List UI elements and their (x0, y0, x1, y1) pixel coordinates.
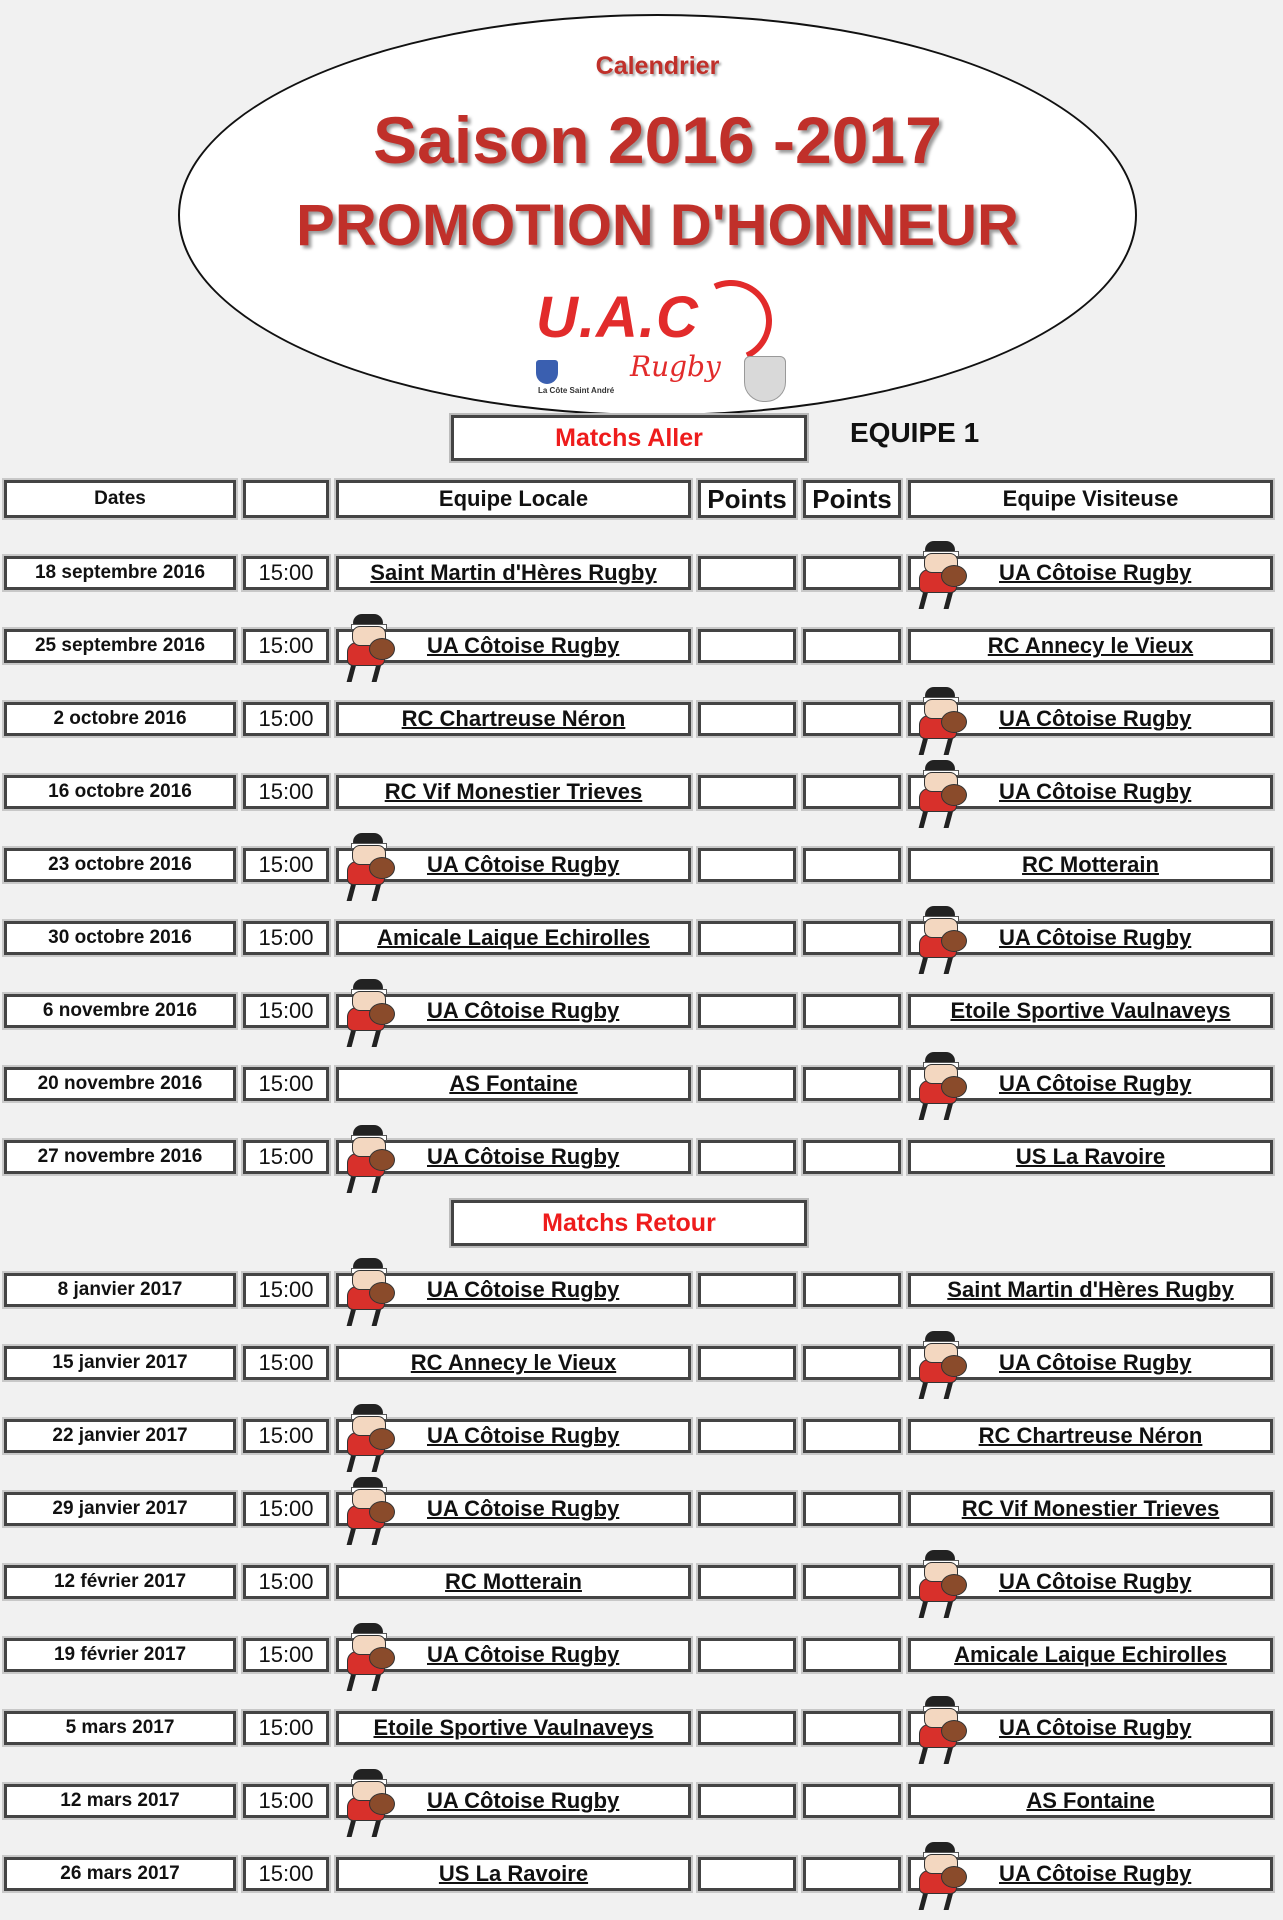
mascot-icon (343, 1477, 395, 1547)
team-name: UA Côtoise Rugby (999, 925, 1192, 950)
match-date: 27 novembre 2016 (4, 1140, 236, 1174)
home-team (336, 1346, 691, 1380)
away-points (803, 1711, 901, 1745)
away-team (908, 702, 1273, 736)
home-points (698, 994, 796, 1028)
away-team (908, 994, 1273, 1028)
team-name: UA Côtoise Rugby (999, 1071, 1192, 1096)
match-date: 6 novembre 2016 (4, 994, 236, 1028)
away-team (908, 629, 1273, 663)
team-name: UA Côtoise Rugby (427, 1496, 620, 1521)
home-team (336, 629, 691, 663)
match-date: 8 janvier 2017 (4, 1273, 236, 1307)
home-team (336, 1711, 691, 1745)
mascot-icon (915, 541, 967, 611)
away-team (908, 1273, 1273, 1307)
team-name: UA Côtoise Rugby (427, 1642, 620, 1667)
team-name: RC Annecy le Vieux (987, 633, 1194, 658)
away-points (803, 702, 901, 736)
match-time: 15:00 (243, 994, 329, 1028)
away-points (803, 1346, 901, 1380)
header-points-home: Points (698, 480, 796, 518)
away-points (803, 1140, 901, 1174)
home-points (698, 1140, 796, 1174)
home-points (698, 1346, 796, 1380)
shield-icon (536, 360, 558, 384)
team-name: UA Côtoise Rugby (999, 560, 1192, 585)
team-name: Saint Martin d'Hères Rugby (947, 1277, 1234, 1302)
match-date: 29 janvier 2017 (4, 1492, 236, 1526)
team-name: UA Côtoise Rugby (427, 1788, 620, 1813)
away-team (908, 775, 1273, 809)
season-title: Saison 2016 -2017 (373, 103, 942, 177)
home-team (336, 1638, 691, 1672)
match-date: 23 octobre 2016 (4, 848, 236, 882)
match-time: 15:00 (243, 1857, 329, 1891)
calendar-label: Calendrier (595, 52, 720, 80)
division-title: PROMOTION D'HONNEUR (296, 193, 1019, 258)
away-team (908, 1140, 1273, 1174)
team-name: RC Chartreuse Néron (401, 706, 626, 731)
match-time: 15:00 (243, 1346, 329, 1380)
team-name: Etoile Sportive Vaulnaveys (950, 998, 1231, 1023)
match-time: 15:00 (243, 1419, 329, 1453)
match-date: 12 mars 2017 (4, 1784, 236, 1818)
home-points (698, 1711, 796, 1745)
team-name: UA Côtoise Rugby (427, 1423, 620, 1448)
home-points (698, 775, 796, 809)
home-points (698, 1784, 796, 1818)
away-team (908, 921, 1273, 955)
home-points (698, 1638, 796, 1672)
match-date: 15 janvier 2017 (4, 1346, 236, 1380)
match-time: 15:00 (243, 1565, 329, 1599)
home-points (698, 1492, 796, 1526)
match-time: 15:00 (243, 1711, 329, 1745)
away-team (908, 1638, 1273, 1672)
home-team (336, 848, 691, 882)
section-matchs-retour: Matchs Retour (451, 1200, 807, 1246)
home-points (698, 848, 796, 882)
team-name: US La Ravoire (1015, 1144, 1166, 1169)
team-name: AS Fontaine (1026, 1788, 1155, 1813)
home-points (698, 1565, 796, 1599)
club-logo (530, 264, 790, 404)
mascot-icon (915, 1842, 967, 1912)
team-name: RC Motterain (1022, 852, 1159, 877)
match-time: 15:00 (243, 848, 329, 882)
away-team (908, 848, 1273, 882)
match-time: 15:00 (243, 629, 329, 663)
away-points (803, 1067, 901, 1101)
home-points (698, 1273, 796, 1307)
home-team (336, 1273, 691, 1307)
away-points (803, 1638, 901, 1672)
match-date: 25 septembre 2016 (4, 629, 236, 663)
mascot-icon (343, 1623, 395, 1693)
mascot-icon (915, 687, 967, 757)
mascot-icon (915, 1331, 967, 1401)
home-points (698, 629, 796, 663)
match-date: 16 octobre 2016 (4, 775, 236, 809)
mascot-icon (343, 1258, 395, 1328)
logo-small-text: La Côte Saint André (538, 386, 615, 395)
mascot-icon (343, 614, 395, 684)
team-name: UA Côtoise Rugby (999, 1861, 1192, 1886)
home-points (698, 1067, 796, 1101)
away-team (908, 1492, 1273, 1526)
mascot-icon (915, 1696, 967, 1766)
mascot-icon (343, 979, 395, 1049)
home-points (698, 921, 796, 955)
home-points (698, 702, 796, 736)
section-matchs-aller: Matchs Aller (451, 415, 807, 461)
away-team (908, 1857, 1273, 1891)
home-points (698, 556, 796, 590)
away-points (803, 775, 901, 809)
match-date: 22 janvier 2017 (4, 1419, 236, 1453)
away-points (803, 921, 901, 955)
home-team (336, 921, 691, 955)
mascot-icon (343, 1125, 395, 1195)
mascot-icon (343, 1769, 395, 1839)
team-name: AS Fontaine (449, 1071, 578, 1096)
match-time: 15:00 (243, 775, 329, 809)
mascot-icon (915, 906, 967, 976)
home-team (336, 1565, 691, 1599)
match-time: 15:00 (243, 921, 329, 955)
team-name: Etoile Sportive Vaulnaveys (373, 1715, 654, 1740)
away-team (908, 1067, 1273, 1101)
home-team (336, 775, 691, 809)
team-name: Saint Martin d'Hères Rugby (370, 560, 657, 585)
team-name: UA Côtoise Rugby (999, 1350, 1192, 1375)
team-name: UA Côtoise Rugby (427, 1144, 620, 1169)
match-time: 15:00 (243, 556, 329, 590)
header-dates: Dates (4, 480, 236, 518)
away-points (803, 1857, 901, 1891)
match-time: 15:00 (243, 1492, 329, 1526)
team-name: UA Côtoise Rugby (999, 706, 1192, 731)
mascot-icon (915, 760, 967, 830)
team-name: RC Motterain (445, 1569, 582, 1594)
match-time: 15:00 (243, 1273, 329, 1307)
away-points (803, 1492, 901, 1526)
away-team (908, 1565, 1273, 1599)
match-time: 15:00 (243, 1140, 329, 1174)
home-points (698, 1857, 796, 1891)
away-points (803, 994, 901, 1028)
home-team (336, 702, 691, 736)
team-name: UA Côtoise Rugby (427, 1277, 620, 1302)
match-date: 26 mars 2017 (4, 1857, 236, 1891)
match-date: 5 mars 2017 (4, 1711, 236, 1745)
home-team (336, 1419, 691, 1453)
home-team (336, 1492, 691, 1526)
team-name: US La Ravoire (438, 1861, 589, 1886)
team-name: UA Côtoise Rugby (427, 998, 620, 1023)
team-name: RC Vif Monestier Trieves (384, 779, 643, 804)
home-team (336, 556, 691, 590)
away-team (908, 1711, 1273, 1745)
away-points (803, 629, 901, 663)
away-team (908, 1346, 1273, 1380)
match-date: 12 février 2017 (4, 1565, 236, 1599)
team-name: UA Côtoise Rugby (999, 1715, 1192, 1740)
match-time: 15:00 (243, 1067, 329, 1101)
team-name: RC Annecy le Vieux (410, 1350, 617, 1375)
header-away: Equipe Visiteuse (908, 480, 1273, 518)
team-name: UA Côtoise Rugby (427, 633, 620, 658)
match-date: 20 novembre 2016 (4, 1067, 236, 1101)
logo-main-text: U.A.C (536, 285, 699, 350)
away-team (908, 1419, 1273, 1453)
home-team (336, 1067, 691, 1101)
header-oval (178, 14, 1137, 416)
away-points (803, 556, 901, 590)
mascot-icon (343, 833, 395, 903)
match-time: 15:00 (243, 1638, 329, 1672)
match-time: 15:00 (243, 702, 329, 736)
team-label: EQUIPE 1 (850, 417, 980, 448)
mascot-icon (915, 1550, 967, 1620)
match-date: 30 octobre 2016 (4, 921, 236, 955)
mascot-icon (915, 1052, 967, 1122)
crest-icon (744, 356, 786, 402)
home-team (336, 1784, 691, 1818)
header-time (243, 480, 329, 518)
match-date: 19 février 2017 (4, 1638, 236, 1672)
match-date: 2 octobre 2016 (4, 702, 236, 736)
away-points (803, 848, 901, 882)
team-name: RC Vif Monestier Trieves (961, 1496, 1220, 1521)
logo-sub-text: Rugby (630, 350, 721, 383)
match-time: 15:00 (243, 1784, 329, 1818)
team-name: Amicale Laique Echirolles (954, 1642, 1227, 1667)
team-name: RC Chartreuse Néron (978, 1423, 1203, 1448)
header-home: Equipe Locale (336, 480, 691, 518)
home-team (336, 1140, 691, 1174)
away-points (803, 1784, 901, 1818)
team-name: UA Côtoise Rugby (999, 779, 1192, 804)
away-points (803, 1273, 901, 1307)
team-name: UA Côtoise Rugby (999, 1569, 1192, 1594)
header-points-away: Points (803, 480, 901, 518)
team-name: UA Côtoise Rugby (427, 852, 620, 877)
match-date: 18 septembre 2016 (4, 556, 236, 590)
home-team (336, 1857, 691, 1891)
away-points (803, 1419, 901, 1453)
home-team (336, 994, 691, 1028)
team-name: Amicale Laique Echirolles (377, 925, 650, 950)
away-team (908, 556, 1273, 590)
away-team (908, 1784, 1273, 1818)
mascot-icon (343, 1404, 395, 1474)
away-points (803, 1565, 901, 1599)
home-points (698, 1419, 796, 1453)
